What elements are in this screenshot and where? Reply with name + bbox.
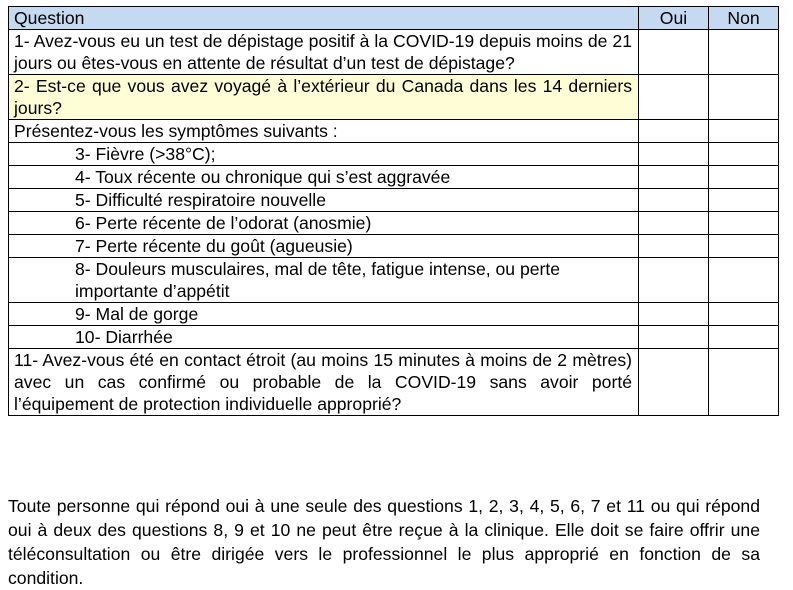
question-11-oui-cell[interactable] [639, 349, 709, 416]
question-column-header: Question [9, 7, 639, 30]
instructions-paragraph: Toute personne qui répond oui à une seule des questions 1, 2, 3, 4, 5, 6, 7 et 11 ou qui répond oui à deux des questions 8, 9 et 10 ne peut être reçue à la clinique. Elle doit se faire offrir une téléconsultation ou être dirigée vers le professionnel le plus approprié en fonction de sa condition. [8, 495, 760, 588]
question-9-oui-cell[interactable] [639, 303, 709, 326]
table-row [9, 143, 779, 166]
question-10-oui-cell[interactable] [639, 326, 709, 349]
table-row [9, 235, 779, 258]
table-row [9, 258, 779, 303]
question-2-oui-cell[interactable] [639, 75, 709, 120]
question-3-oui-cell[interactable] [639, 143, 709, 166]
question-5-oui-cell[interactable] [639, 189, 709, 212]
question-1-non-cell[interactable] [709, 30, 779, 75]
table-row [9, 75, 779, 120]
question-8-non-cell[interactable] [709, 258, 779, 303]
question-7-oui-cell[interactable] [639, 235, 709, 258]
screening-questionnaire-table [8, 6, 779, 416]
table-row [9, 166, 779, 189]
table-row [9, 303, 779, 326]
question-10-non-cell[interactable] [709, 326, 779, 349]
question-3-text: 3- Fièvre (>38°C); [9, 143, 639, 166]
table-row [9, 349, 779, 416]
question-2-non-cell[interactable] [709, 75, 779, 120]
question-4-text: 4- Toux récente ou chronique qui s’est aggravée [9, 166, 639, 189]
table-row [9, 212, 779, 235]
question-6-text: 6- Perte récente de l’odorat (anosmie) [9, 212, 639, 235]
symptoms-intro-text: Présentez-vous les symptômes suivants : [9, 120, 639, 143]
question-5-text: 5- Difficulté respiratoire nouvelle [9, 189, 639, 212]
question-1-text: 1- Avez-vous eu un test de dépistage positif à la COVID-19 depuis moins de 21 jours ou êtes-vous en attente de résultat d’un test de dépistage? [9, 30, 639, 75]
symptoms-intro-oui-cell [639, 120, 709, 143]
table-row [9, 189, 779, 212]
question-9-non-cell[interactable] [709, 303, 779, 326]
question-7-non-cell[interactable] [709, 235, 779, 258]
question-6-non-cell[interactable] [709, 212, 779, 235]
question-9-text: 9- Mal de gorge [9, 303, 639, 326]
question-7-text: 7- Perte récente du goût (agueusie) [9, 235, 639, 258]
non-column-header: Non [709, 7, 779, 30]
question-4-non-cell[interactable] [709, 166, 779, 189]
table-row [9, 30, 779, 75]
question-11-text: 11- Avez-vous été en contact étroit (au moins 15 minutes à moins de 2 mètres) avec un cas confirmé ou probable de la COVID-19 sans avoir porté l’équipement de protection individuelle approprié? [9, 349, 639, 416]
question-10-text: 10- Diarrhée [9, 326, 639, 349]
symptoms-intro-non-cell [709, 120, 779, 143]
table-header-row [9, 7, 779, 30]
question-8-text: 8- Douleurs musculaires, mal de tête, fatigue intense, ou perte importante d’appétit [9, 258, 639, 303]
question-2-text: 2- Est-ce que vous avez voyagé à l’extérieur du Canada dans les 14 derniers jours? [9, 75, 639, 120]
question-1-oui-cell[interactable] [639, 30, 709, 75]
question-5-non-cell[interactable] [709, 189, 779, 212]
table-row [9, 326, 779, 349]
oui-column-header: Oui [639, 7, 709, 30]
question-4-oui-cell[interactable] [639, 166, 709, 189]
table-row [9, 120, 779, 143]
question-3-non-cell[interactable] [709, 143, 779, 166]
question-8-oui-cell[interactable] [639, 258, 709, 303]
question-11-non-cell[interactable] [709, 349, 779, 416]
question-6-oui-cell[interactable] [639, 212, 709, 235]
